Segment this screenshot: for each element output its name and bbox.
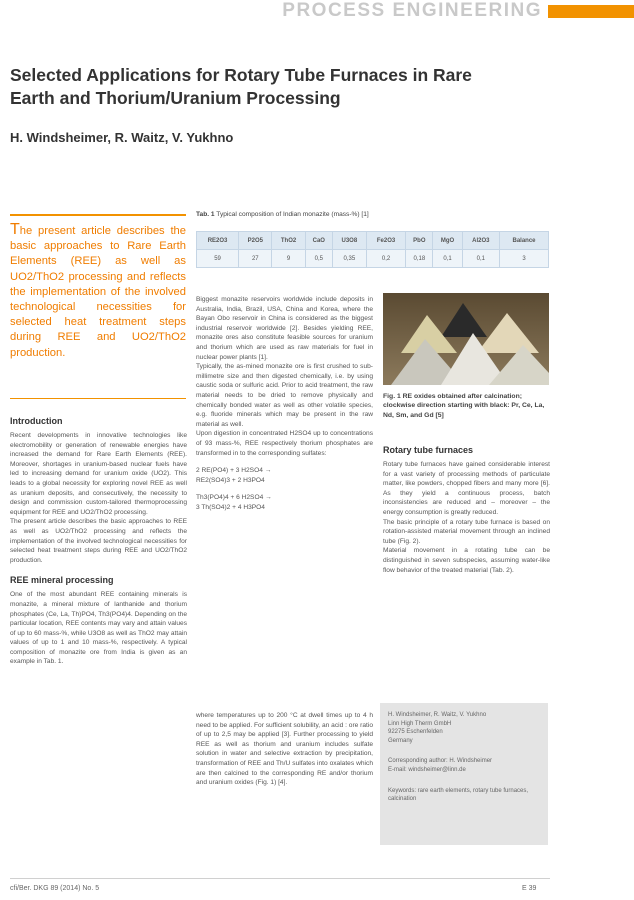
table-cell: 59 (197, 250, 239, 268)
rotary-tube-paragraph-2: The basic principle of a rotary tube furnace is based on rotation-assisted material movement through an inclined tube (Fig. 2). (383, 518, 550, 545)
table-header-cell: Balance (500, 232, 549, 250)
corresponding-author: Corresponding author: H. Windsheimer (388, 758, 493, 765)
abstract-lead-letter: T (10, 221, 20, 238)
figure-1-caption: Fig. 1 RE oxides obtained after calcination; clockwise direction starting with black: Pr, Ce, La, Nd, Sm, and Gd [5] (383, 393, 545, 419)
table-header-cell: CaO (305, 232, 332, 250)
table-header-cell: Fe2O3 (366, 232, 405, 250)
equation-2-line-2: 3 Th(SO4)2 + 4 H3PO4 (196, 503, 265, 511)
abstract (10, 222, 186, 361)
column-3 (383, 445, 550, 575)
rotary-tube-paragraph-1: Rotary tube furnaces have gained considerable interest for a vast variety of processing methods of particulate matter, like powders, chopped fibers and many more [6]. As they yield a continuous process, batch inconsistencies are reduced and – moreover – the energy consumption is greatly reduced. (383, 461, 550, 516)
equation-1-line-2: RE2(SO4)3 + 2 H3PO4 (196, 476, 265, 484)
author-address-box (380, 703, 548, 845)
table-1-caption (196, 211, 369, 218)
table-header-row (197, 232, 549, 250)
ore-treatment-paragraph: Typically, the as-mined monazite ore is first crushed to sub-millimetre size and then digested chemically, i.e. by using caustic soda or sulfuric acid. Prior to acid treatment, the raw material needs to be dried to remove physically and chemically bonded water as well as other volatile species, e.g. fluoride minerals which may be present in the raw material as well. (196, 363, 373, 428)
table-cell: 0,1 (462, 250, 499, 268)
table-cell: 27 (239, 250, 272, 268)
introduction-paragraph-2: The present article describes the basic approaches to REE as well as UO2/ThO2 processing and reflects the implementation of the involved technological necessities for selected heat treatment steps during REE and UO2/ThO2 production. (10, 518, 187, 564)
table-cell: 3 (500, 250, 549, 268)
abstract-text: he present article describes the basic approaches to Rare Earth Elements (REE) as well as UO2/ThO2 processing and reflects the implementation of the involved technological necessities for selected heat treatment steps during REE and UO2/ThO2 production. (10, 225, 186, 359)
article-authors: H. Windsheimer, R. Waitz, V. Yukhno (10, 130, 234, 145)
rotary-tube-paragraph-3: Material movement in a rotating tube can be distinguished in seven subspecies, assuming water-like flow behavior of the treated material (Tab. 2). (383, 547, 550, 574)
table-1-caption-text: Typical composition of Indian monazite (mass-%) [1] (216, 211, 369, 218)
table-cell: 0,5 (305, 250, 332, 268)
table-cell: 0,18 (406, 250, 433, 268)
table-header-cell: U3O8 (332, 232, 366, 250)
author-email: E-mail: windsheimer@linn.de (388, 766, 466, 773)
abstract-bottom-rule (10, 398, 186, 399)
address-country: Germany (388, 737, 413, 744)
section-accent-bar (548, 5, 634, 18)
column-2 (196, 295, 373, 512)
table-1-label: Tab. 1 (196, 211, 215, 218)
table-1-monazite-composition (196, 231, 549, 268)
table-cell: 0,35 (332, 250, 366, 268)
journal-reference: cfi/Ber. DKG 89 (2014) No. 5 (10, 885, 100, 892)
table-cell: 9 (272, 250, 305, 268)
abstract-top-rule (10, 214, 186, 216)
rotary-tube-furnaces-heading: Rotary tube furnaces (383, 445, 474, 455)
page-number: E 39 (522, 885, 537, 892)
address-company: Linn High Therm GmbH (388, 720, 452, 727)
article-title: Selected Applications for Rotary Tube Furnaces in Rare Earth and Thorium/Uranium Processing (10, 65, 472, 108)
table-header-cell: PbO (406, 232, 433, 250)
figure-1-rare-earth-oxides-photo (383, 293, 549, 385)
ree-processing-heading: REE mineral processing (10, 575, 114, 586)
table-row (197, 250, 549, 268)
table-header-cell: ThO2 (272, 232, 305, 250)
equation-1-line-1: 2 RE(PO4) + 3 H2SO4 → (196, 467, 272, 475)
ree-processing-paragraph: One of the most abundant REE containing minerals is monazite, a mineral mixture of lanthanide and thorium phosphates (Ce, La, Th)PO4, Th3(PO4)4. Depending on the particular location, REE contents may vary and attain values of up to 60 mass-%, while U3O8 as well as ThO2 may attain values of up to 1 and 10 mass-%, respectively. A typical composition of monazite ore from India is given as an example in Tab. 1. (10, 591, 187, 666)
table-cell: 0,1 (433, 250, 462, 268)
table-header-cell: Al2O3 (462, 232, 499, 250)
table-cell: 0,2 (366, 250, 405, 268)
table-header-cell: RE2O3 (197, 232, 239, 250)
keywords: Keywords: rare earth elements, rotary tube furnaces, calcination (388, 787, 529, 803)
further-processing-paragraph: where temperatures up to 200 °C at dwell times up to 4 h need to be applied. For sufficient solubility, an acid : ore ratio of up to 2,5 may be applied [3]. Further processing to yield REE as well as thorium and uranium includes sulfate solution in water and selective extraction by precipitation, transformation of REE and Th/U sulfates into oxalates which are then calcined to the corresponding RE and/or thorium and uranium oxides (Fig. 1) [4]. (196, 712, 373, 787)
introduction-heading: Introduction (10, 416, 63, 426)
table-header-cell: MgO (433, 232, 462, 250)
section-label: PROCESS ENGINEERING (282, 0, 542, 21)
column-1 (10, 416, 187, 667)
monazite-reservoirs-paragraph: Biggest monazite reservoirs worldwide include deposits in Australia, India, Brazil, USA, China and Korea, where the Bayan Obo reservoir in China is considered as the biggest industrial reservoir worldwide [2]. Besides yielding REE, monazite ores also constitute feasible sources for uranium and thorium which are used as raw materials for fuel in nuclear power plants [1]. (196, 296, 373, 361)
digestion-paragraph: Upon digestion in concentrated H2SO4 up to concentrations of 93 mass-%, REE respectively thorium phosphates are transformed in to the corresponding sulfates: (196, 430, 373, 457)
footer-rule (10, 878, 550, 879)
equation-2-line-1: Th3(PO4)4 + 6 H2SO4 → (196, 494, 272, 502)
address-authors: H. Windsheimer, R. Waitz, V. Yukhno (388, 712, 487, 718)
introduction-paragraph-1: Recent developments in innovative technologies like electromobility or generation of renewable energies have increased the demand for Rare Earth Elements (REE). Moreover, shortages in uranium-based nuclear fuels have led to increasing demand for uranium oxide (UO2). This leads to a global necessity for exploring novel REE as well as uranium deposits, and consecutively, the necessity to design and commission custom-tailored thermoprocessing equipment for REE and UO2/ThO2 processing. (10, 432, 187, 516)
address-city: 92275 Eschenfelden (388, 729, 443, 736)
table-header-cell: P2O5 (239, 232, 272, 250)
